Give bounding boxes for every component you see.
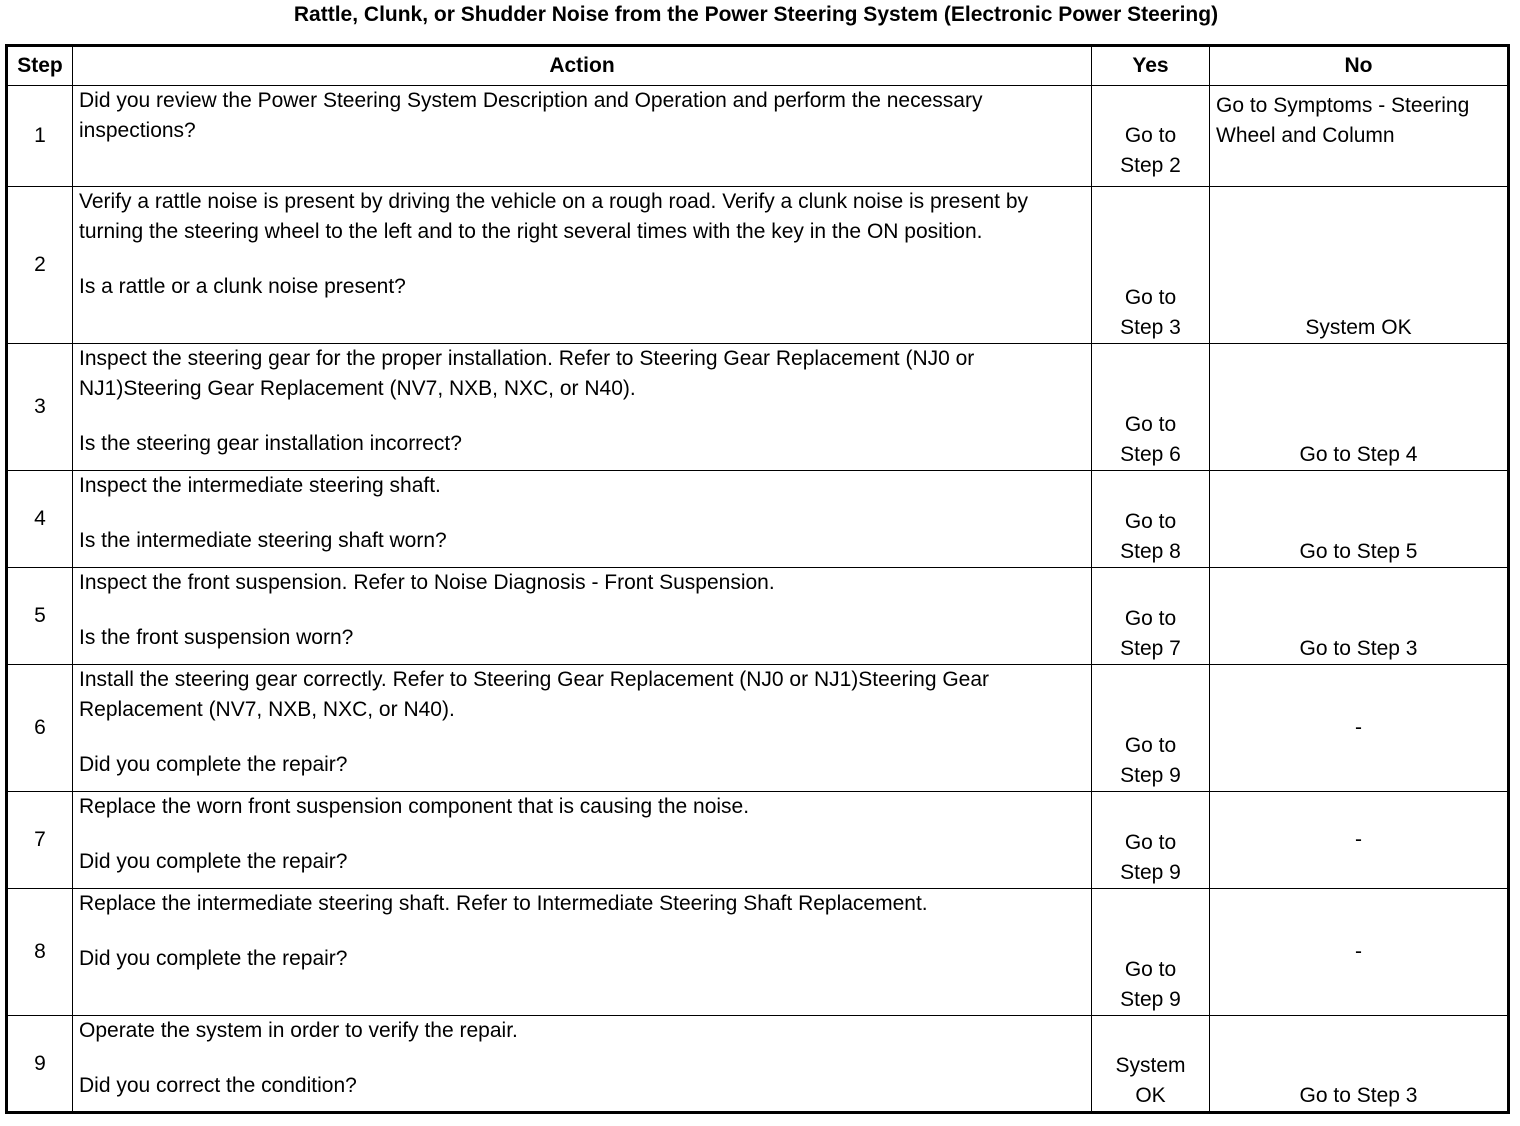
action-cell xyxy=(73,344,1092,471)
action-text: Replace the worn front suspension component that is causing the noise. xyxy=(79,795,750,818)
step-number: 4 xyxy=(7,471,73,568)
action-text: Verify a rattle noise is present by driving the vehicle on a rough road. Verify a clunk noise is present by turning the steering wheel to the left and to the right several times with the key in the ON position. xyxy=(79,190,1029,243)
no-cell: - xyxy=(1210,792,1509,889)
header-action: Action xyxy=(73,46,1092,86)
table-row xyxy=(7,471,1509,568)
step-number: 6 xyxy=(7,665,73,792)
yes-line-1: Go to xyxy=(1124,124,1177,147)
yes-line-1: Go to xyxy=(1124,510,1177,533)
header-yes: Yes xyxy=(1092,46,1210,86)
yes-cell xyxy=(1092,792,1210,889)
no-cell: Go to Step 3 xyxy=(1210,568,1509,665)
yes-cell xyxy=(1092,568,1210,665)
action-question: Is the intermediate steering shaft worn? xyxy=(79,529,447,552)
action-text: Replace the intermediate steering shaft. Refer to Intermediate Steering Shaft Replacement. xyxy=(79,892,928,915)
yes-line-2: Step 2 xyxy=(1120,154,1181,177)
action-question: Did you complete the repair? xyxy=(79,753,348,776)
yes-line-2: OK xyxy=(1135,1084,1166,1107)
action-question: Is the front suspension worn? xyxy=(79,626,354,649)
yes-line-1: Go to xyxy=(1124,286,1177,309)
action-question: Is a rattle or a clunk noise present? xyxy=(79,275,406,298)
yes-line-1: Go to xyxy=(1124,413,1177,436)
no-cell: - xyxy=(1210,889,1509,1016)
yes-line-2: Step 3 xyxy=(1120,316,1181,339)
header-step: Step xyxy=(7,46,73,86)
yes-line-2: Step 9 xyxy=(1120,988,1181,1011)
table-row xyxy=(7,86,1509,187)
action-cell xyxy=(73,1016,1092,1113)
action-cell xyxy=(73,86,1092,187)
action-cell xyxy=(73,471,1092,568)
action-cell xyxy=(73,187,1092,344)
action-question: Is the steering gear installation incorrect? xyxy=(79,432,462,455)
header-no: No xyxy=(1210,46,1509,86)
no-cell: - xyxy=(1210,665,1509,792)
yes-line-1: Go to xyxy=(1124,831,1177,854)
action-text: Inspect the intermediate steering shaft. xyxy=(79,474,441,497)
action-text: Install the steering gear correctly. Refer to Steering Gear Replacement (NJ0 or NJ1)Steering Gear Replacement (NV7, NXB, NXC, or N40). xyxy=(79,668,990,721)
action-text: Inspect the front suspension. Refer to Noise Diagnosis - Front Suspension. xyxy=(79,571,775,594)
action-question: Did you complete the repair? xyxy=(79,850,348,873)
table-row xyxy=(7,1016,1509,1113)
yes-cell xyxy=(1092,1016,1210,1113)
yes-cell xyxy=(1092,86,1210,187)
action-question: Did you correct the condition? xyxy=(79,1074,357,1097)
page-title: Rattle, Clunk, or Shudder Noise from the Power Steering System (Electronic Power Steering) xyxy=(293,3,1219,26)
yes-line-2: Step 7 xyxy=(1120,637,1181,660)
yes-line-1: Go to xyxy=(1124,734,1177,757)
step-number: 9 xyxy=(7,1016,73,1113)
action-cell xyxy=(73,889,1092,1016)
yes-line-1: Go to xyxy=(1124,607,1177,630)
yes-cell xyxy=(1092,471,1210,568)
step-number: 2 xyxy=(7,187,73,344)
action-cell xyxy=(73,792,1092,889)
yes-line-1: Go to xyxy=(1124,958,1177,981)
yes-cell xyxy=(1092,344,1210,471)
yes-cell xyxy=(1092,889,1210,1016)
no-cell: Go to Step 4 xyxy=(1210,344,1509,471)
yes-line-2: Step 9 xyxy=(1120,861,1181,884)
no-cell: Go to Step 5 xyxy=(1210,471,1509,568)
table-row xyxy=(7,889,1509,1016)
step-number: 1 xyxy=(7,86,73,187)
yes-line-1: System xyxy=(1115,1054,1186,1077)
step-number: 8 xyxy=(7,889,73,1016)
table-header-row xyxy=(7,46,1509,86)
step-number: 3 xyxy=(7,344,73,471)
yes-line-2: Step 9 xyxy=(1120,764,1181,787)
table-row xyxy=(7,792,1509,889)
no-cell: Go to Symptoms - Steering Wheel and Column xyxy=(1210,86,1509,187)
step-number: 5 xyxy=(7,568,73,665)
action-cell xyxy=(73,665,1092,792)
action-text: Did you review the Power Steering System Description and Operation and perform the necessary inspections? xyxy=(79,89,983,142)
no-cell: System OK xyxy=(1210,187,1509,344)
yes-line-2: Step 6 xyxy=(1120,443,1181,466)
action-text: Operate the system in order to verify the repair. xyxy=(79,1019,518,1042)
diagnostic-table xyxy=(5,44,1510,1114)
table-row xyxy=(7,568,1509,665)
action-cell xyxy=(73,568,1092,665)
no-cell: Go to Step 3 xyxy=(1210,1016,1509,1113)
action-question: Did you complete the repair? xyxy=(79,947,348,970)
step-number: 7 xyxy=(7,792,73,889)
table-row xyxy=(7,187,1509,344)
table-row xyxy=(7,344,1509,471)
table-row xyxy=(7,665,1509,792)
yes-cell xyxy=(1092,187,1210,344)
yes-line-2: Step 8 xyxy=(1120,540,1181,563)
yes-cell xyxy=(1092,665,1210,792)
action-text: Inspect the steering gear for the proper installation. Refer to Steering Gear Replacement (NJ0 or NJ1)Steering Gear Replacement (NV7, NXB, NXC, or N40). xyxy=(79,347,975,400)
